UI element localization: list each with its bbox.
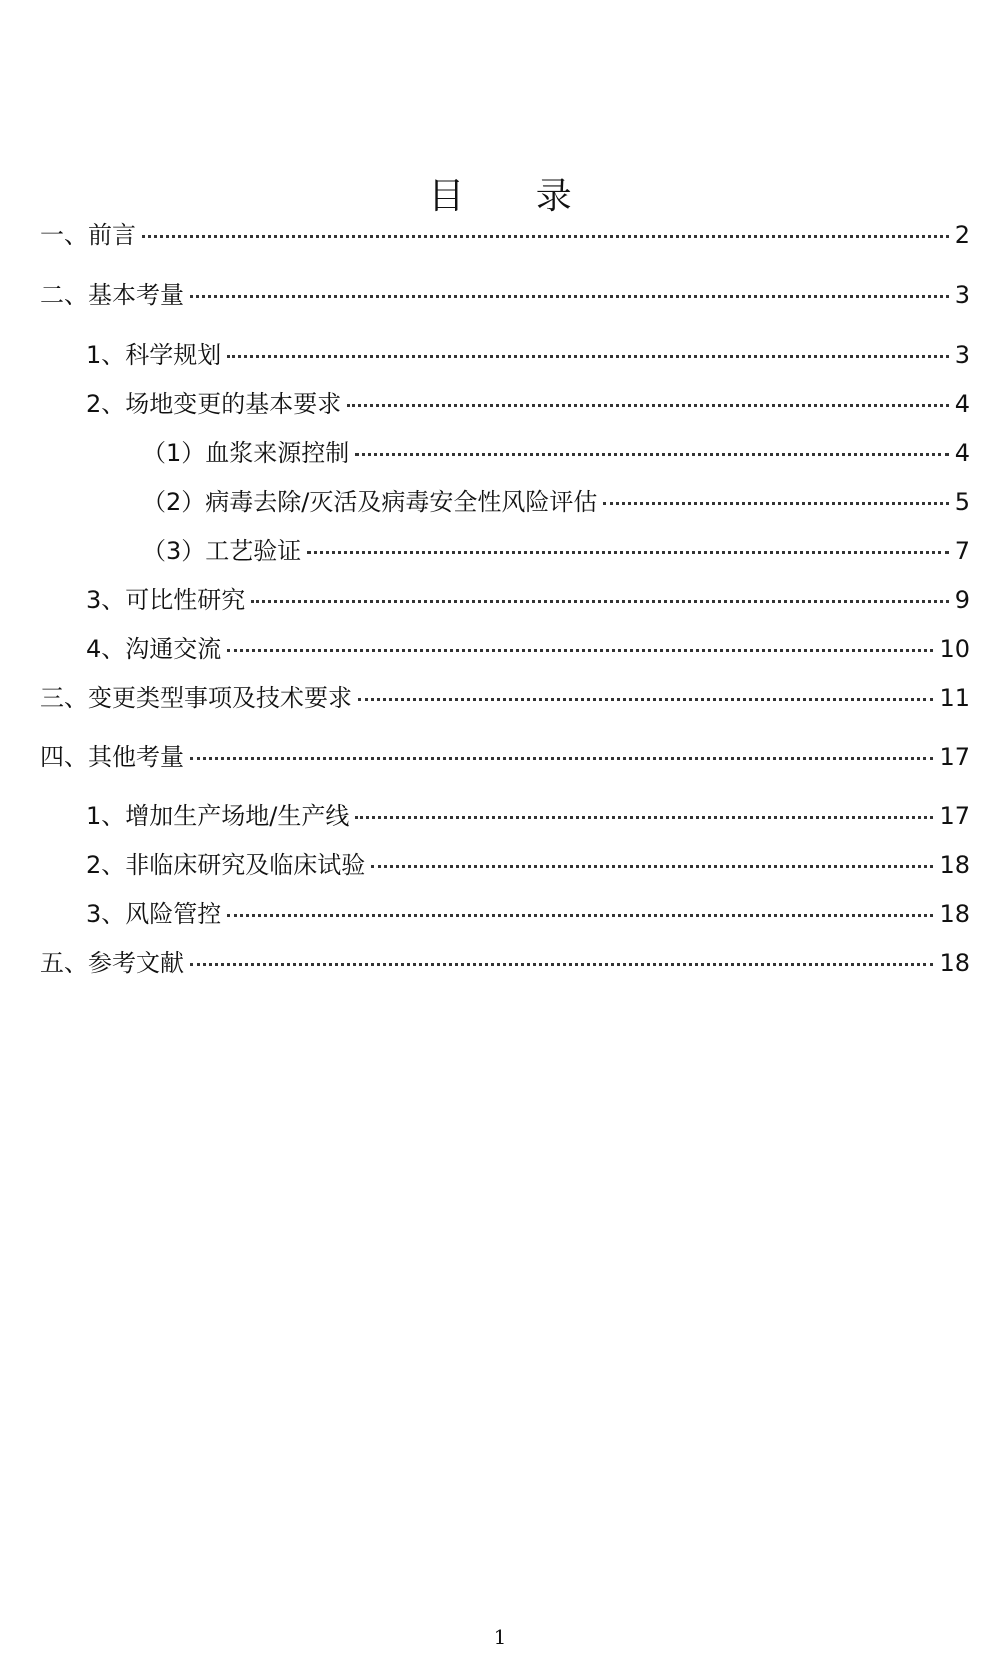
toc-entry[interactable] <box>40 948 970 978</box>
toc-leader-dots <box>347 404 948 407</box>
toc-entry-label: 1、增加生产场地/生产线 <box>86 802 350 830</box>
toc-entry[interactable] <box>86 340 970 370</box>
toc-entry[interactable] <box>40 220 970 250</box>
toc-entry-page: 11 <box>939 684 970 712</box>
toc-entry-label: 3、风险管控 <box>86 900 222 928</box>
toc-leader-dots <box>371 865 933 868</box>
toc-leader-dots <box>355 453 948 456</box>
toc-leader-dots <box>227 914 933 917</box>
toc-entry[interactable] <box>86 850 970 880</box>
toc-entry[interactable] <box>86 801 970 831</box>
toc-leader-dots <box>603 502 948 505</box>
toc-entry[interactable] <box>86 634 970 664</box>
toc-leader-dots <box>358 698 933 701</box>
toc-entry-label: 五、参考文献 <box>40 949 184 977</box>
toc-entry[interactable] <box>86 389 970 419</box>
toc-entry-page: 17 <box>939 802 970 830</box>
toc-leader-dots <box>142 235 949 238</box>
toc-entry-label: （2）病毒去除/灭活及病毒安全性风险评估 <box>142 488 598 516</box>
page-number: 1 <box>493 1625 507 1649</box>
toc-entry-page: 18 <box>939 900 970 928</box>
toc-entry[interactable] <box>142 438 970 468</box>
toc-entry-label: 3、可比性研究 <box>86 586 246 614</box>
toc-entry-page: 3 <box>954 341 970 369</box>
toc-entry-page: 9 <box>954 586 970 614</box>
toc-entry-label: 1、科学规划 <box>86 341 222 369</box>
toc-entry-label: 4、沟通交流 <box>86 635 222 663</box>
toc-entry-page: 4 <box>954 390 970 418</box>
toc-leader-dots <box>227 649 933 652</box>
toc-entry[interactable] <box>86 899 970 929</box>
toc-entry-label: （1）血浆来源控制 <box>142 439 350 467</box>
toc-entry-label: 三、变更类型事项及技术要求 <box>40 684 352 712</box>
toc-entry-label: 二、基本考量 <box>40 281 184 309</box>
toc-entry-page: 3 <box>954 281 970 309</box>
toc-entry-label: 2、非临床研究及临床试验 <box>86 851 366 879</box>
toc-leader-dots <box>190 963 933 966</box>
toc-entry-page: 10 <box>939 635 970 663</box>
toc-leader-dots <box>355 816 933 819</box>
toc-entry-page: 17 <box>939 743 970 771</box>
toc-entry-label: 一、前言 <box>40 221 136 249</box>
toc-entry-label: 四、其他考量 <box>40 743 184 771</box>
toc-entry[interactable] <box>86 585 970 615</box>
toc-entry-page: 4 <box>954 439 970 467</box>
toc-leader-dots <box>307 551 948 554</box>
toc-entry-label: 2、场地变更的基本要求 <box>86 390 342 418</box>
toc-entry-page: 18 <box>939 949 970 977</box>
toc-title: 目 录 <box>428 176 602 217</box>
toc-leader-dots <box>251 600 948 603</box>
toc-entry[interactable] <box>142 536 970 566</box>
toc-entry-page: 18 <box>939 851 970 879</box>
toc-entry[interactable] <box>40 742 970 772</box>
toc-entry-page: 5 <box>954 488 970 516</box>
toc-entry-label: （3）工艺验证 <box>142 537 302 565</box>
toc-leader-dots <box>190 757 933 760</box>
toc-entry-page: 7 <box>954 537 970 565</box>
toc-leader-dots <box>227 355 948 358</box>
toc-entry[interactable] <box>40 280 970 310</box>
toc-entry-page: 2 <box>954 221 970 249</box>
toc-leader-dots <box>190 295 949 298</box>
toc-entry[interactable] <box>40 683 970 713</box>
toc-entry[interactable] <box>142 487 970 517</box>
